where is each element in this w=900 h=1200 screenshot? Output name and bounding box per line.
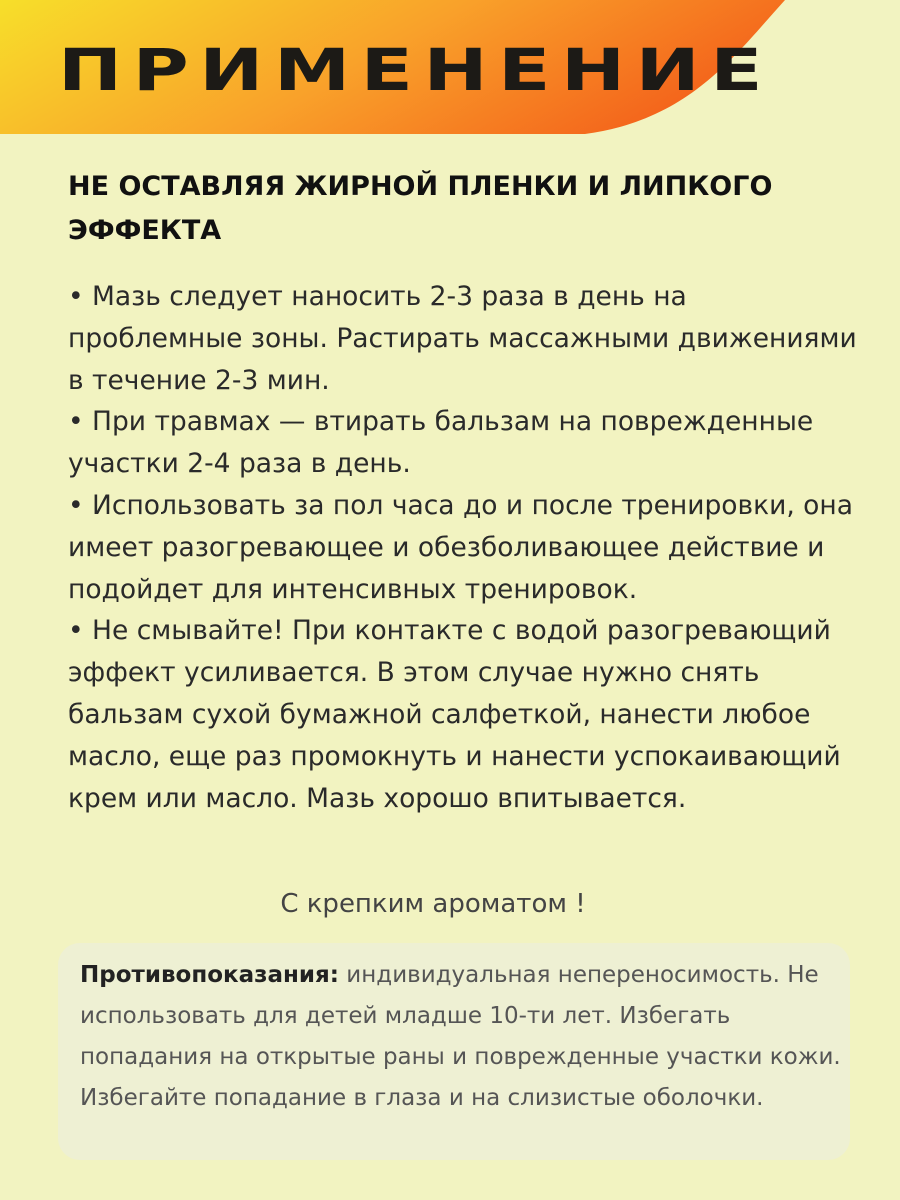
instruction-item: • Не смывайте! При контакте с водой разогревающий эффект усиливается. В этом случае нужно снять бальзам сухой бумажной салфеткой, нанести любое масло, еще раз промокнуть и нанести успокаивающий крем или масло. Мазь хорошо впитывается. — [68, 615, 841, 814]
section-subtitle: НЕ ОСТАВЛЯЯ ЖИРНОЙ ПЛЕНКИ И ЛИПКОГО ЭФФЕКТА — [68, 171, 773, 246]
contraindications-text — [80, 955, 850, 1119]
contraindications-label: Противопоказания: — [80, 962, 339, 988]
page-title: ПРИМЕНЕНИЕ — [58, 36, 774, 104]
instruction-item: • При травмах — втирать бальзам на поврежденные участки 2-4 раза в день. — [68, 406, 814, 480]
contraindications-body: индивидуальная непереносимость. Не использовать для детей младше 10-ти лет. Избегать попадания на открытые раны и поврежденные участки кожи. Избегайте попадание в глаза и на слизистые оболочки. — [80, 962, 841, 1111]
instruction-item: • Мазь следует наносить 2-3 раза в день на проблемные зоны. Растирать массажными движениями в течение 2-3 мин. — [68, 281, 857, 396]
aroma-note: С крепким ароматом ! — [280, 889, 586, 919]
contraindications-box — [58, 943, 850, 1160]
instructions-list — [68, 276, 868, 819]
instruction-item: • Использовать за пол часа до и после тренировки, она имеет разогревающее и обезболивающее действие и подойдет для интенсивных тренировок. — [68, 489, 853, 605]
